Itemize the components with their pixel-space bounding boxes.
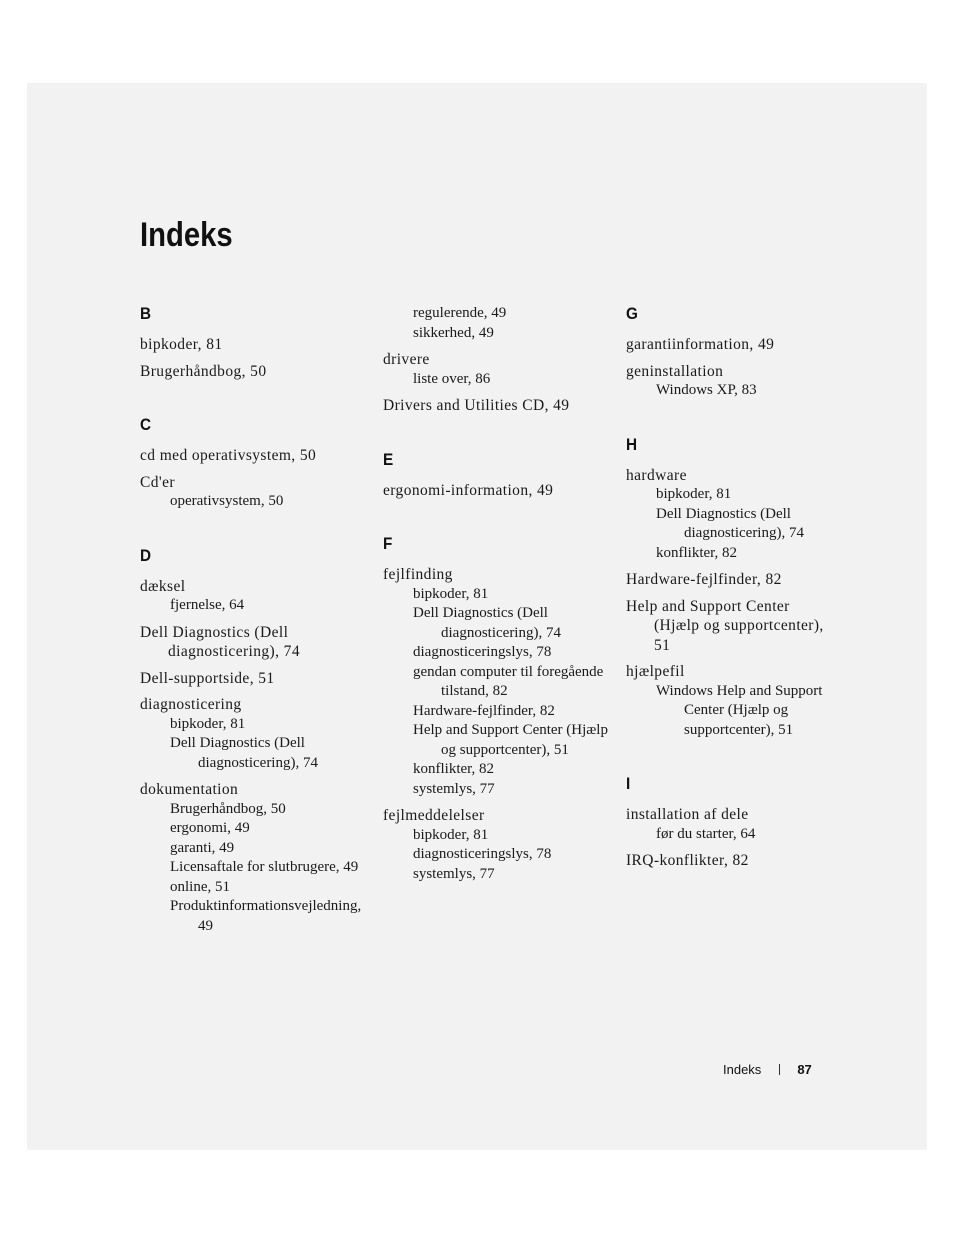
- index-section-d: [140, 546, 365, 937]
- index-subentry: ergonomi, 49: [170, 820, 250, 836]
- index-term: garantiinformation, 49: [626, 336, 775, 353]
- index-entry: [140, 362, 365, 382]
- index-subentry: garanti, 49: [170, 839, 235, 856]
- index-entry: [383, 396, 608, 416]
- index-term: dokumentation: [140, 781, 239, 798]
- index-term: bipkoder, 81: [140, 336, 223, 353]
- index-entry: [383, 806, 608, 884]
- index-subentry: konflikter, 82: [413, 761, 495, 777]
- index-subentry: Produktinformationsvejledning, 49: [170, 898, 362, 934]
- index-subentry: liste over, 86: [413, 370, 491, 387]
- section-letter: D: [140, 545, 152, 565]
- index-subentry: bipkoder, 81: [170, 715, 246, 732]
- index-subentry: regulerende, 49: [413, 305, 507, 321]
- index-entry: [383, 565, 608, 799]
- index-section-f: [383, 534, 608, 884]
- index-term: IRQ-konflikter, 82: [626, 852, 749, 869]
- index-section-e: [383, 450, 608, 501]
- section-letter: C: [140, 415, 152, 434]
- index-term: Dell-supportside, 51: [140, 669, 275, 687]
- index-term: Drivers and Utilities CD, 49: [383, 397, 570, 414]
- index-entry: [140, 335, 365, 355]
- index-term: Help and Support Center (Hjælp og supportcenter), 51: [626, 597, 824, 654]
- index-subentry: Windows Help and Support Center (Hjælp og supportcenter), 51: [656, 682, 823, 738]
- index-term: hjælpefil: [626, 663, 685, 680]
- index-column-2: [383, 304, 608, 918]
- index-term: ergonomi-information, 49: [383, 481, 554, 499]
- index-subentry: Help and Support Center (Hjælp og supportcenter), 51: [413, 722, 608, 758]
- index-entry: [383, 481, 608, 501]
- index-term: Cd'er: [140, 473, 175, 491]
- footer-label: Indeks: [723, 1062, 762, 1077]
- index-entry: [626, 570, 831, 590]
- index-entry: [626, 805, 831, 844]
- index-section-i: [626, 774, 831, 871]
- page-number: 87: [797, 1062, 812, 1077]
- index-section-c: [140, 415, 365, 512]
- index-entry: [140, 446, 365, 466]
- index-term: dæksel: [140, 577, 186, 595]
- index-subentry: diagnosticeringslys, 78: [413, 846, 552, 862]
- index-entry: [140, 473, 365, 512]
- index-term: fejlfinding: [383, 566, 453, 583]
- index-term: Brugerhåndbog, 50: [140, 362, 267, 380]
- page-footer: [723, 1060, 812, 1080]
- index-section-g: [626, 304, 831, 401]
- index-term: hardware: [626, 466, 687, 484]
- index-entry: [140, 780, 365, 936]
- section-letter: F: [383, 534, 393, 553]
- index-subentry: sikkerhed, 49: [413, 324, 494, 341]
- index-section-h: [626, 435, 831, 741]
- index-subentry: online, 51: [170, 878, 230, 895]
- index-entry: [140, 695, 365, 773]
- index-term: Hardware-fejlfinder, 82: [626, 571, 782, 588]
- index-entry: [140, 577, 365, 616]
- index-entry: [626, 597, 831, 656]
- index-subentry: før du starter, 64: [656, 825, 756, 842]
- index-subentry: bipkoder, 81: [413, 585, 489, 602]
- index-entry: [140, 669, 365, 689]
- index-section-b: [140, 304, 365, 381]
- index-subentry: Windows XP, 83: [656, 382, 757, 398]
- index-subentry: konflikter, 82: [656, 544, 738, 561]
- section-letter: E: [383, 449, 394, 469]
- index-section-continued: [383, 304, 608, 416]
- index-entry: [383, 350, 608, 389]
- index-subentry: Brugerhåndbog, 50: [170, 800, 286, 817]
- index-entry: [140, 623, 365, 662]
- footer-separator: [779, 1064, 780, 1075]
- index-term: Dell Diagnostics (Dell diagnosticering), 74: [140, 623, 300, 660]
- index-subentry: Dell Diagnostics (Dell diagnosticering), 74: [413, 605, 561, 641]
- section-letter: I: [626, 774, 631, 793]
- index-subentry: Dell Diagnostics (Dell diagnosticering), 74: [656, 505, 804, 541]
- index-entry: [626, 662, 831, 740]
- index-column-1: [140, 304, 365, 970]
- index-subentry: fjernelse, 64: [170, 597, 245, 613]
- section-letter: B: [140, 304, 152, 323]
- index-subentry: diagnosticeringslys, 78: [413, 644, 552, 660]
- index-subentry: Hardware-fejlfinder, 82: [413, 702, 555, 719]
- index-subentry: Licensaftale for slutbrugere, 49: [170, 859, 359, 875]
- index-entry: [626, 851, 831, 871]
- index-subentry: systemlys, 77: [413, 780, 495, 797]
- index-subentry: bipkoder, 81: [413, 826, 489, 843]
- index-column-3: [626, 304, 831, 905]
- index-entry: [626, 466, 831, 564]
- index-subentry: bipkoder, 81: [656, 486, 732, 502]
- index-entry: [626, 335, 831, 355]
- index-entry-continued: [383, 304, 608, 343]
- page-title: Indeks: [140, 216, 233, 254]
- index-term: cd med operativsystem, 50: [140, 447, 317, 464]
- index-entry: [626, 362, 831, 401]
- index-subentry: systemlys, 77: [413, 865, 495, 882]
- index-term: installation af dele: [626, 806, 749, 823]
- index-term: geninstallation: [626, 362, 724, 380]
- index-term: fejlmeddelelser: [383, 807, 485, 824]
- index-subentry: gendan computer til foregående tilstand, 82: [413, 663, 604, 699]
- index-term: drivere: [383, 351, 430, 368]
- index-term: diagnosticering: [140, 696, 242, 713]
- section-letter: G: [626, 304, 638, 323]
- index-subentry: Dell Diagnostics (Dell diagnosticering), 74: [170, 735, 318, 771]
- index-subentry: operativsystem, 50: [170, 493, 284, 509]
- section-letter: H: [626, 434, 638, 454]
